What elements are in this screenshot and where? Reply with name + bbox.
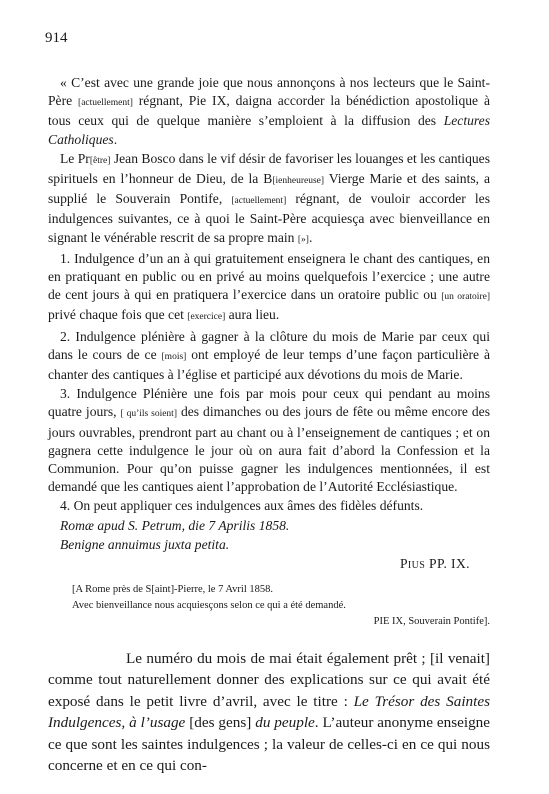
text: aura lieu. xyxy=(225,307,280,323)
editorial-insert: [ qu’ils soient] xyxy=(120,409,177,420)
editorial-insert: [exercice] xyxy=(187,312,226,323)
quote-paragraph-1 xyxy=(48,74,490,149)
papal-signature xyxy=(48,555,490,573)
text: Pius xyxy=(399,556,426,572)
text: « C’est avec une grande joie que nous annonçons à nos lecteurs que le Saint-Père xyxy=(48,75,490,109)
publication-title: Lectures Catholiques xyxy=(48,113,490,147)
text: 3. Indulgence Plénière une fois par mois pour ceux qui pendant au moins quatre jours, xyxy=(48,386,490,420)
text: . L’auteur anonyme enseigne ce que sont les saintes indulgences ; la valeur de celles-ci en ce qui nous concerne et en ce qui con- xyxy=(48,714,490,775)
text: régnant, Pie IX, daigna accorder la bénédiction apostolique à tous ceux qui de quelque manière s’emploient à la diffusion des xyxy=(48,93,490,129)
text: privé chaque fois que cet xyxy=(48,307,188,323)
page-number: 914 xyxy=(45,30,68,46)
text: . xyxy=(113,131,118,147)
text: Le numéro du mois de mai était également prêt ; [il venait] comme tout naturellement donner des explications sur ce qui avait été exposé dans le petit livre d’avril, avec le titre : xyxy=(48,650,490,710)
text: 1. Indulgence d’un an à qui gratuitement enseignera le chant des cantiques, en en pratiquant en public ou en privé au moins quelquefois l’exercice ; une autre de cent jours à qui en pratiquera l’exercice dans un oratoire public ou xyxy=(48,250,490,303)
editorial-insert: [actuellement] xyxy=(231,196,287,207)
editorial-insert: [mois] xyxy=(161,351,187,362)
text: [des gens] xyxy=(185,714,256,732)
indulgence-item-3 xyxy=(48,385,490,496)
text: Le Pr xyxy=(60,150,90,166)
book-title-end: du peuple xyxy=(255,714,315,732)
text: . xyxy=(308,229,313,245)
editorial-insert: [ienheureuse] xyxy=(272,176,325,187)
quote-paragraph-2 xyxy=(48,150,490,249)
editorial-insert: [actuellement] xyxy=(78,98,133,109)
quoted-rescript xyxy=(48,74,490,573)
latin-dateline: Romæ apud S. Petrum, die 7 Aprilis 1858. xyxy=(60,517,290,533)
note-line-2: Avec bienveillance nous acquiesçons selon ce qui a été demandé. xyxy=(72,600,346,611)
text: PP. IX. xyxy=(425,556,470,572)
note-line-1: [A Rome près de S[aint]-Pierre, le 7 Avril 1858. xyxy=(72,584,274,595)
indulgence-item-2 xyxy=(48,328,490,385)
editorial-insert: [être] xyxy=(89,155,111,166)
text: Vierge Marie et des saints, a supplié le Souverain Pontife, xyxy=(48,171,491,207)
text: ont employé de leur temps d’une façon particulière à chanter des cantiques à l’église et participé aux dévotions du mois de Marie. xyxy=(48,346,490,383)
editorial-insert: [»] xyxy=(297,234,309,245)
editorial-insert: [un oratoire] xyxy=(441,292,490,303)
text: Jean Bosco dans le vif désir de favoriser les louanges et les cantiques spirituels en l’honneur de Dieu, de la B xyxy=(48,150,490,187)
text: régnant, de vouloir accorder les indulgences suivantes, ce à quoi le Saint-Père acquiesça avec bienveillance en signant le vénérable rescrit de sa propre main xyxy=(48,191,490,245)
translation-note xyxy=(72,582,490,630)
book-title: Le Trésor des Saintes Indulgences, à l’usage xyxy=(48,692,491,732)
text: des dimanches ou des jours de fête ou même encore des jours ouvrables, prendront part au chant ou à l’enseignement de cantiques ; et on gagnera cette indulgence le jour où on aura fait d’abord la Confession et la Communion. Pour qu’on puisse gagner les indulgences mentionnées, il est demandé que les cantiques aient l’approbation de l’Autorité Ecclésiastique. xyxy=(48,404,490,495)
note-line-3: PIE IX, Souverain Pontife]. xyxy=(373,616,490,627)
text: 2. Indulgence plénière à gagner à la clôture du mois de Marie par ceux qui dans le cours de ce xyxy=(48,328,490,362)
indulgence-item-1 xyxy=(48,250,490,327)
latin-approval: Benigne annuimus juxta petita. xyxy=(60,536,230,552)
indulgence-item-4: 4. On peut appliquer ces indulgences aux âmes des fidèles défunts. xyxy=(60,498,424,514)
paragraph xyxy=(48,648,490,776)
body-paragraph xyxy=(48,648,490,776)
